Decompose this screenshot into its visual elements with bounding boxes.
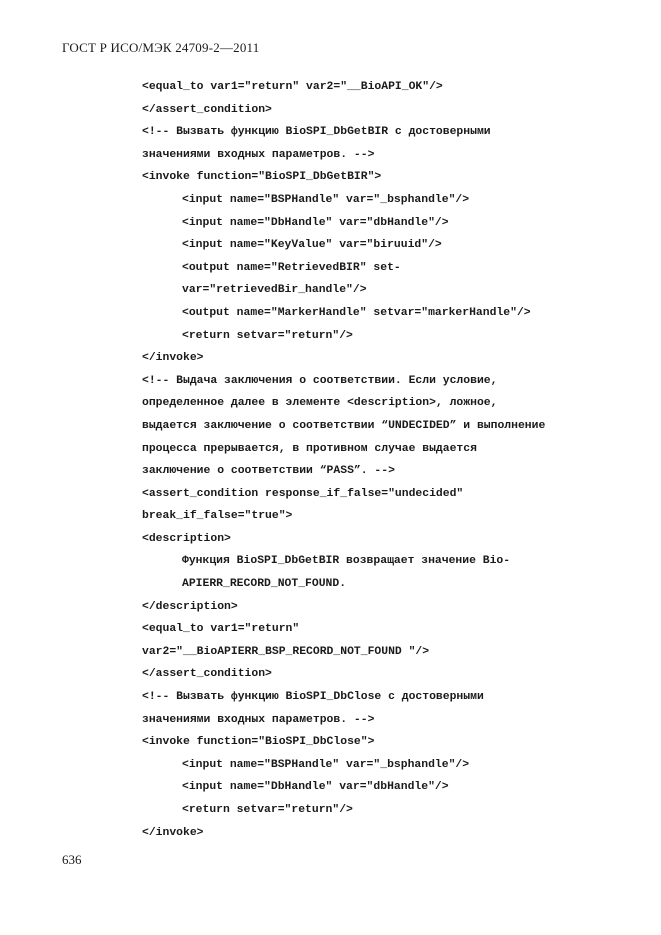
code-line: <invoke function="BioSPI_DbClose"> (142, 736, 375, 749)
page-number: 636 (62, 852, 82, 867)
code-line: <equal_to var1="return" var2="__BioAPI_OK"/> (142, 81, 443, 93)
code-line: <return setvar="return"/> (182, 329, 353, 342)
code-comment-line: значениями входных параметров. --> (142, 713, 375, 726)
code-line: <output name="RetrievedBIR" set- (182, 261, 401, 274)
code-line: <output name="MarkerHandle" setvar="markerHandle"/> (182, 306, 531, 319)
code-line: <input name="DbHandle" var="dbHandle"/> (182, 781, 449, 794)
code-line: </assert_condition> (142, 103, 272, 116)
code-line: <input name="DbHandle" var="dbHandle"/> (182, 216, 449, 229)
code-line: </invoke> (142, 826, 204, 839)
code-line: <input name="BSPHandle" var="_bsphandle"/> (182, 193, 470, 206)
code-comment-line: <!-- Вызвать функцию BioSPI_DbClose с достоверными (142, 691, 484, 704)
code-comment-line: процесса прерывается, в противном случае выдается (142, 442, 477, 455)
code-comment-line: заключение о соответствии “PASS”. --> (142, 465, 395, 478)
code-line: <equal_to var1="return" (142, 623, 300, 636)
code-comment-line: значениями входных параметров. --> (142, 148, 375, 161)
code-line: <description> (142, 532, 231, 545)
code-line: <return setvar="return"/> (182, 804, 353, 816)
code-comment-line: определенное далее в элементе <description>, ложное, (142, 397, 498, 410)
code-line: <input name="KeyValue" var="biruuid"/> (182, 239, 442, 252)
code-listing (142, 76, 642, 844)
code-line: </assert_condition> (142, 668, 272, 681)
code-line: <input name="BSPHandle" var="_bsphandle"/> (182, 758, 470, 771)
code-line: </invoke> (142, 352, 204, 365)
code-comment-line: выдается заключение о соответствии “UNDECIDED” и выполнение (142, 419, 546, 432)
code-line: var2="__BioAPIERR_BSP_RECORD_NOT_FOUND "/> (142, 645, 430, 658)
code-line: <invoke function="BioSPI_DbGetBIR"> (142, 171, 382, 184)
page-header: ГОСТ Р ИСО/МЭК 24709-2—2011 (62, 40, 260, 55)
code-line: <assert_condition response_if_false="undecided" (142, 487, 464, 500)
code-line: </description> (142, 600, 238, 613)
code-line: break_if_false="true"> (142, 510, 293, 523)
code-comment-line: <!-- Выдача заключения о соответствии. Если условие, (142, 374, 498, 387)
code-line: APIERR_RECORD_NOT_FOUND. (182, 578, 347, 591)
code-line: Функция BioSPI_DbGetBIR возвращает значение Bio- (182, 555, 511, 568)
code-comment-line: <!-- Вызвать функцию BioSPI_DbGetBIR с достоверными (142, 126, 491, 139)
code-line: var="retrievedBir_handle"/> (182, 284, 367, 297)
